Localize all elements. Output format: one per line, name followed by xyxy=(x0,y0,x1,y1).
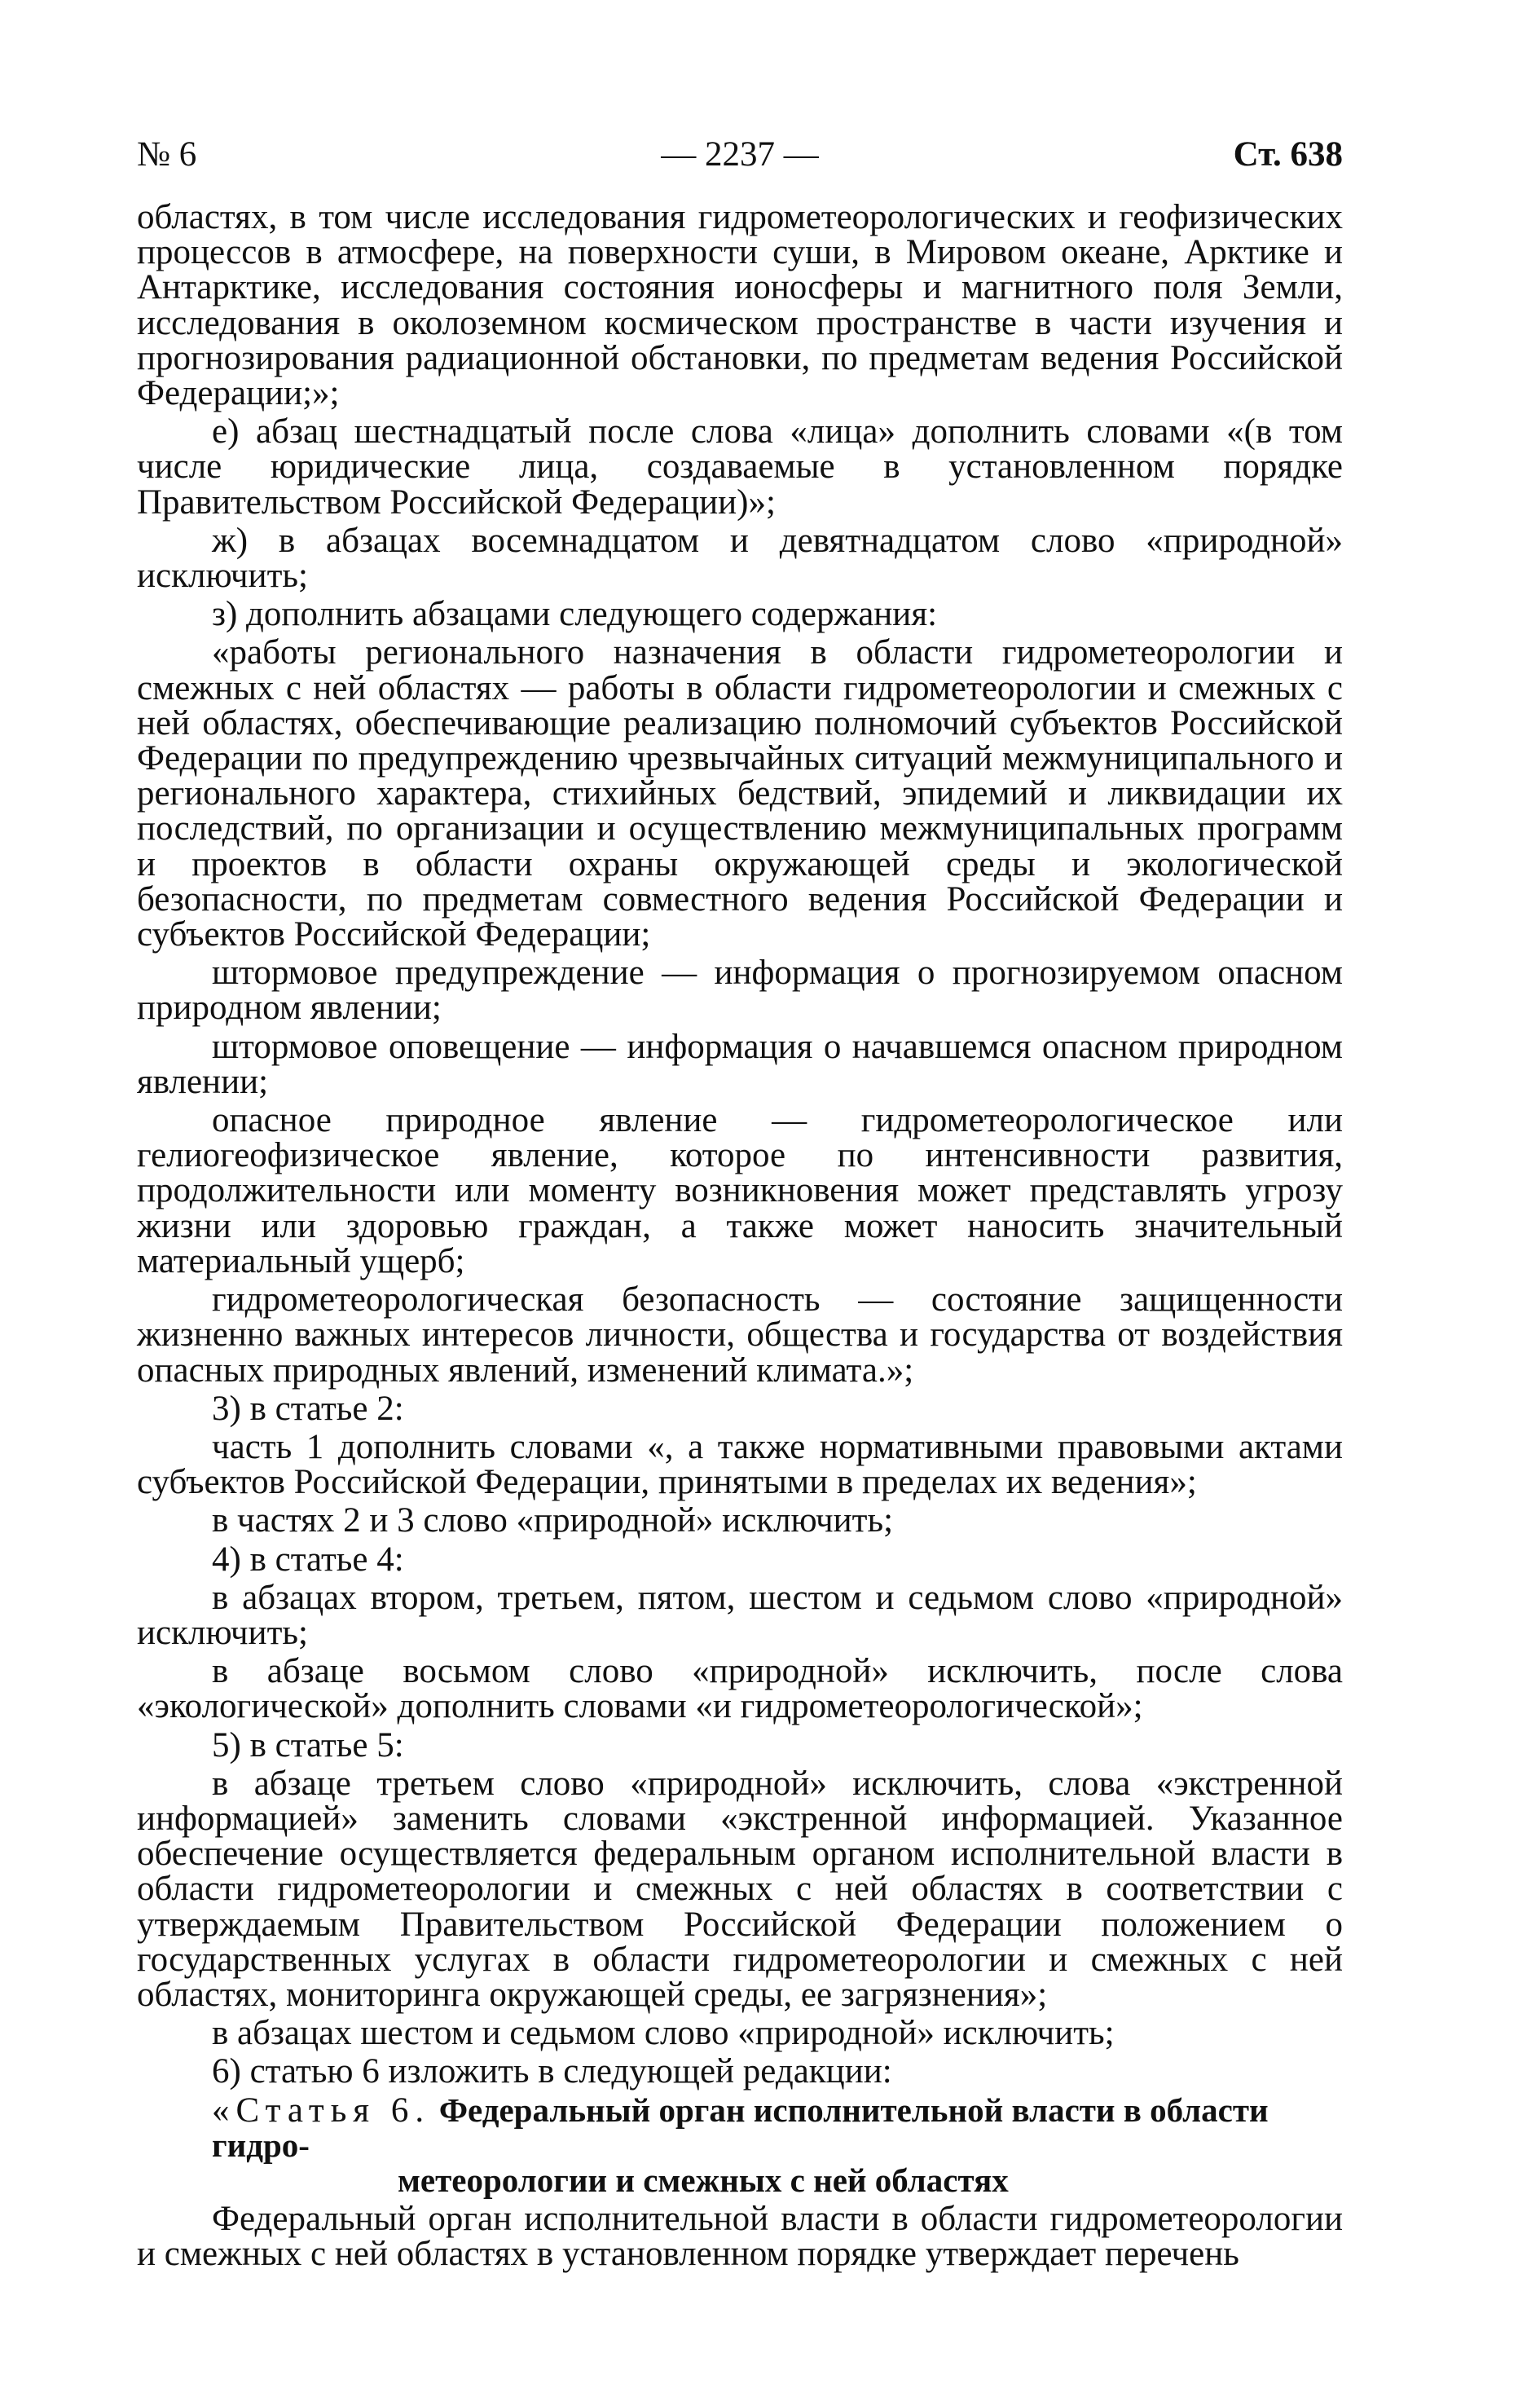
paragraph: в частях 2 и 3 слово «природной» исключить; xyxy=(212,1501,894,1540)
paragraph: 6) статью 6 изложить в следующей редакции: xyxy=(212,2052,892,2091)
article-title-line1: Федеральный орган исполнительной власти в области гидро- xyxy=(212,2091,1269,2164)
paragraph: в абзацах шестом и седьмом слово «природной» исключить; xyxy=(212,2014,1115,2053)
paragraph: «работы регионального назначения в области гидрометеорологии и смежных с ней областях — работы в области гидрометеорологии и смежных с ней областях, обеспечивающие реализацию полномочий субъектов Российской Федерации по предупреждению чрезвычайных ситуаций межмуниципального и регионального характера, стихийных бедствий, эпидемий и ликвидации их последствий, по организации и осуществлению межмуниципальных программ и проектов в области охраны окружающей среды и экологической безопасности, по предметам совместного ведения Российской Федерации и субъектов Российской Федерации; xyxy=(137,633,1343,954)
paragraph: штормовое предупреждение — информация о прогнозируемом опасном природном явлении; xyxy=(137,954,1343,1028)
issue-number: № 6 xyxy=(137,135,197,174)
paragraph: з) дополнить абзацами следующего содержания: xyxy=(212,595,938,634)
paragraph: 4) в статье 4: xyxy=(212,1540,404,1579)
body-text xyxy=(137,200,1343,2276)
paragraph: 5) в статье 5: xyxy=(212,1725,404,1765)
paragraph: в абзацах втором, третьем, пятом, шестом и седьмом слово «природной» исключить; xyxy=(137,1578,1343,1652)
paragraph: 3) в статье 2: xyxy=(212,1389,404,1428)
paragraph: ж) в абзацах восемнадцатом и девятнадцатом слово «природной» исключить; xyxy=(137,521,1343,596)
article-label: «Статья 6. xyxy=(212,2091,431,2130)
paragraph: часть 1 дополнить словами «, а также нормативными правовыми актами субъектов Российской Федерации, принятыми в пределах их ведения»; xyxy=(137,1427,1343,1502)
paragraph: опасное природное явление — гидрометеорологическое или гелиогеофизическое явление, которое по интенсивности развития, продолжительности или моменту возникновения может представлять угрозу жизни или здоровью граждан, а также может наносить значительный материальный ущерб; xyxy=(137,1101,1343,1280)
paragraph: штормовое оповещение — информация о начавшемся опасном природном явлении; xyxy=(137,1027,1343,1101)
article-reference: Ст. 638 xyxy=(1233,135,1343,174)
paragraph: областях, в том числе исследования гидрометеорологических и геофизических процессов в атмосфере, на поверхности суши, в Мировом океане, Арктике и Антарктике, исследования состояния ионосферы и магнитного поля Земли, исследования в околоземном космическом пространстве в части изучения и прогнозирования радиационной обстановки, по предметам ведения Российской Федерации;»; xyxy=(137,198,1343,413)
article-title-line2: метеорологии и смежных с ней областях xyxy=(398,2161,1009,2199)
paragraph: е) абзац шестнадцатый после слова «лица» дополнить словами «(в том числе юридические лица, создаваемые в установленном порядке Правительством Российской Федерации)»; xyxy=(137,412,1343,522)
article-heading xyxy=(137,2093,1343,2199)
page-header xyxy=(137,130,1343,179)
page-number: — 2237 — xyxy=(661,135,819,174)
paragraph: гидрометеорологическая безопасность — состояние защищенности жизненно важных интересов личности, общества и государства от воздействия опасных природных явлений, изменений климата.»; xyxy=(137,1280,1343,1390)
paragraph: Федеральный орган исполнительной власти в области гидрометеорологии и смежных с ней областях в установленном порядке утверждает перечень xyxy=(137,2200,1343,2274)
paragraph: в абзаце третьем слово «природной» исключить, слова «экстренной информацией» заменить словами «экстренной информацией. Указанное обеспечение осуществляется федеральным органом исполнительной власти в области гидрометеорологии и смежных с ней областях в соответствии с утверждаемым Правительством Российской Федерации положением о государственных услугах в области гидрометеорологии и смежных с ней областях, мониторинга окружающей среды, ее загрязнения»; xyxy=(137,1764,1343,2014)
paragraph: в абзаце восьмом слово «природной» исключить, после слова «экологической» дополнить словами «и гидрометеорологической»; xyxy=(137,1652,1343,1726)
